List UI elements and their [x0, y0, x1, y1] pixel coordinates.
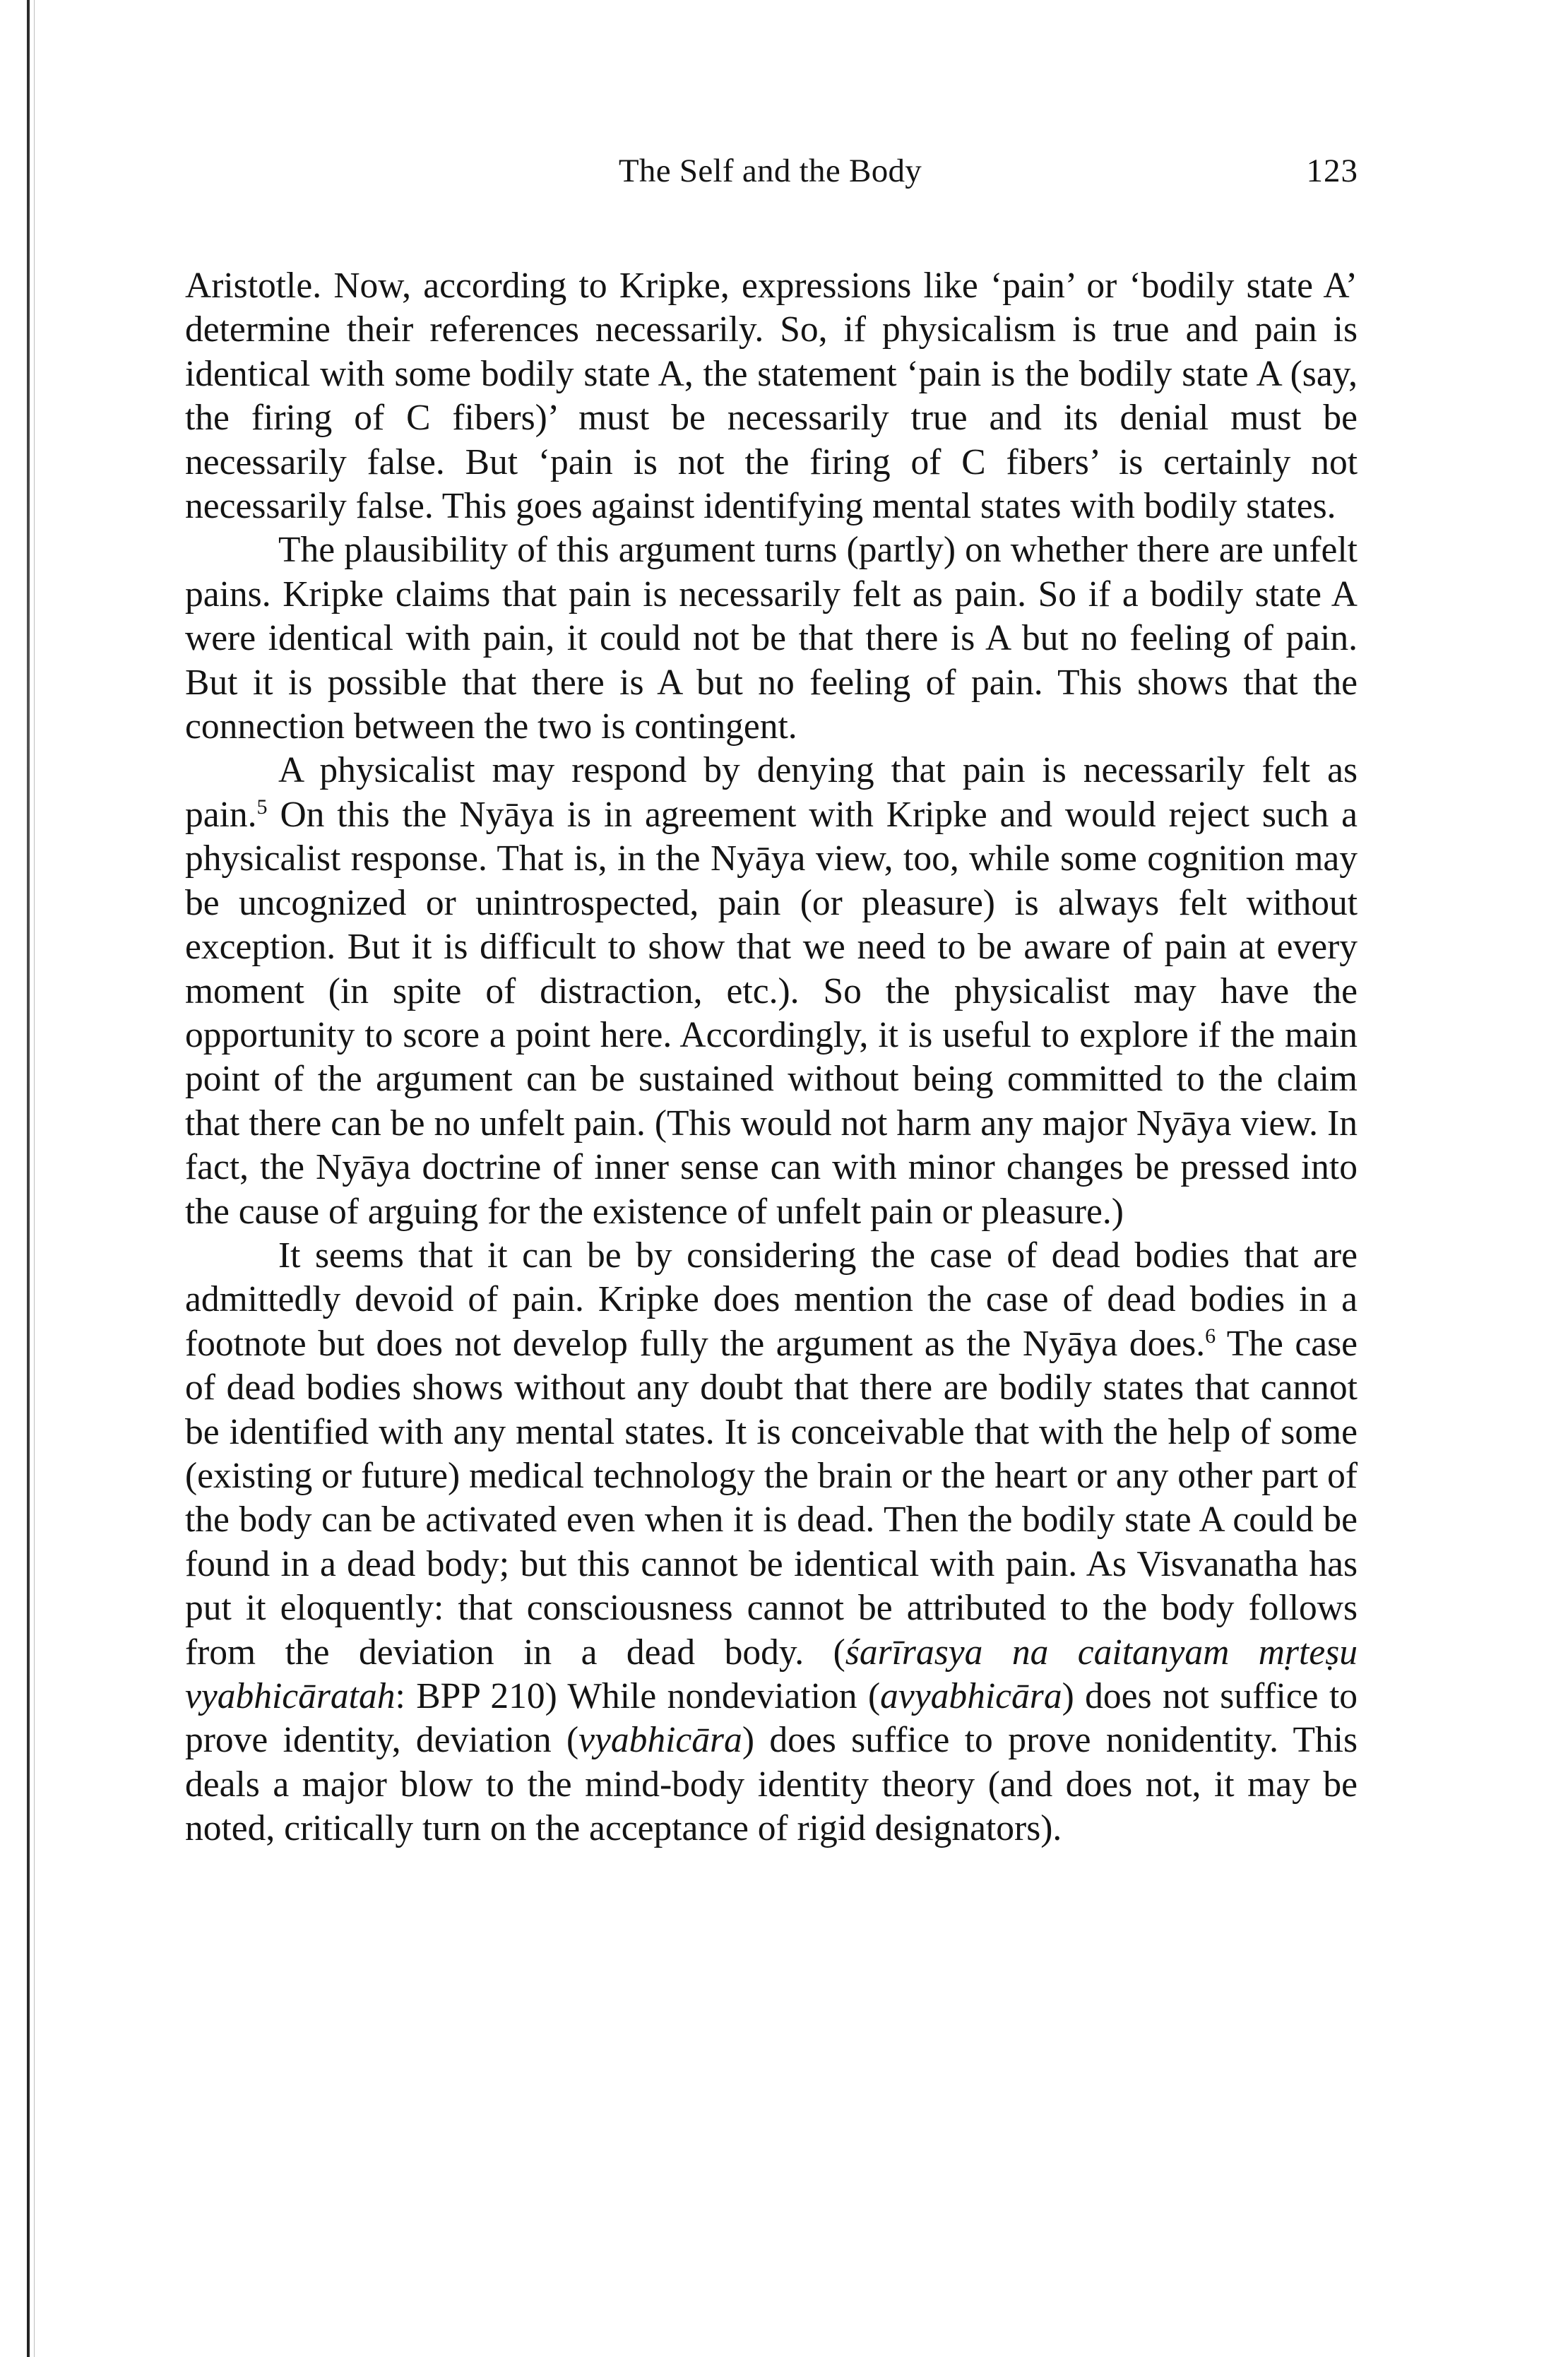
paragraph-4-text-d: ) does not suffice to prove identity, deviation ( — [185, 1676, 1358, 1761]
paragraph-3 — [185, 749, 1358, 1233]
paragraph-3-text-a: A physicalist may respond by denying that pain is necessarily felt as pain. — [185, 750, 1358, 835]
sanskrit-quote: śarīrasya na caitanyam mṛteṣu vyabhicāratah — [185, 1632, 1358, 1716]
paragraph-2 — [185, 528, 1358, 749]
paragraph-4-text-b: The case of dead bodies shows without any doubt that there are bodily states that cannot be identified with any mental states. It is conceivable that with the help of some (existing or future) medical technology the brain or the heart or any other part of the body can be activated even when it is dead. Then the bodily state A could be found in a dead body; but this cannot be identical with pain. As Visvanatha has put it eloquently: that consciousness cannot be attributed to the body follows from the deviation in a dead body. ( — [185, 1323, 1358, 1673]
term-avyabhicara: avyabhicāra — [880, 1676, 1062, 1716]
paragraph-1 — [185, 264, 1358, 528]
scan-left-edge — [27, 0, 30, 2357]
running-head — [182, 152, 1358, 201]
scan-left-edge-faint — [34, 0, 35, 2357]
paragraph-3-text-b: On this the Nyāya is in agreement with Kripke and would reject such a physicalist response. That is, in the Nyāya view, too, while some cognition may be uncognized or unintrospected, pain (or pleasure) is always felt without exception. But it is difficult to show that we need to be aware of pain at every moment (in spite of distraction, etc.). So the physicalist may have the opportunity to score a point here. Accordingly, it is useful to explore if the main point of the argument can be sustained without being committed to the claim that there can be no unfelt pain. (This would not harm any major Nyāya view. In fact, the Nyāya doctrine of inner sense can with minor changes be pressed into the cause of arguing for the existence of unfelt pain or pleasure.) — [185, 794, 1358, 1232]
term-vyabhicara: vyabhicāra — [578, 1720, 742, 1761]
paragraph-4-text-c: : BPP 210) While nondeviation ( — [395, 1676, 881, 1716]
body-text — [185, 264, 1358, 1851]
page-number: 123 — [1306, 153, 1358, 189]
paragraph-4 — [185, 1234, 1358, 1851]
footnote-ref-5: 5 — [256, 795, 268, 819]
running-title: The Self and the Body — [618, 153, 922, 189]
footnote-ref-6: 6 — [1205, 1324, 1216, 1348]
paragraph-1-text: Aristotle. Now, according to Kripke, expressions like ‘pain’ or ‘bodily state A’ determine their references necessarily. So, if physicalism is true and pain is identical with some bodily state A, the statement ‘pain is the bodily state A (say, the firing of C fibers)’ must be necessarily true and its denial must be necessarily false. But ‘pain is not the firing of C fibers’ is certainly not necessarily false. This goes against identifying mental states with bodily states. — [185, 266, 1358, 527]
paragraph-2-text: The plausibility of this argument turns (partly) on whether there are unfelt pains. Kripke claims that pain is necessarily felt as pain. So if a bodily state A were identical with pain, it could not be that there is A but no feeling of pain. But it is possible that there is A but no feeling of pain. This shows that the connection between the two is contingent. — [185, 530, 1358, 747]
paragraph-4-text-e: ) does suffice to prove nonidentity. This deals a major blow to the mind-body identity theory (and does not, it may be noted, critically turn on the acceptance of rigid designators). — [185, 1720, 1358, 1849]
paragraph-4-text-a: It seems that it can be by considering the case of dead bodies that are admittedly devoid of pain. Kripke does mention the case of dead bodies in a footnote but does not develop fully the argument as the Nyāya does. — [185, 1235, 1358, 1364]
